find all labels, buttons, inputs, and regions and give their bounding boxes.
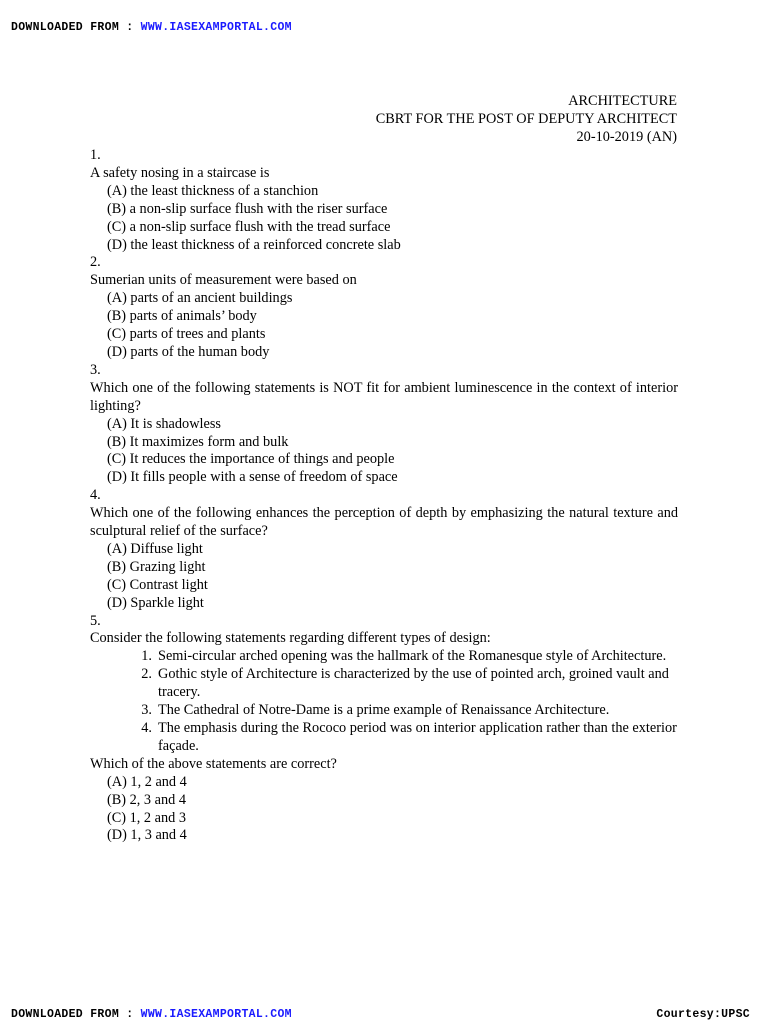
option-d: (D) the least thickness of a reinforced concrete slab (107, 236, 401, 253)
question-number: 5. (90, 612, 101, 629)
site-link[interactable]: WWW.IASEXAMPORTAL.COM (140, 21, 292, 34)
statement-item (90, 702, 678, 720)
option-a: (A) parts of an ancient buildings (107, 290, 293, 307)
option-c: (C) Contrast light (107, 576, 208, 593)
paper-exam: CBRT FOR THE POST OF DEPUTY ARCHITECT (375, 110, 677, 127)
statement-text: The emphasis during the Rococo period was on interior application rather than the exterior façade. (158, 720, 677, 754)
question-number: 3. (90, 361, 101, 378)
option-a: (A) the least thickness of a stanchion (107, 182, 319, 199)
paper-title-block (376, 93, 677, 147)
option-b: (B) 2, 3 and 4 (107, 791, 187, 808)
question-number: 4. (90, 487, 101, 504)
option-a: (A) Diffuse light (107, 540, 203, 557)
option-a: (A) 1, 2 and 4 (107, 773, 187, 790)
statement-item (90, 666, 678, 702)
statement-number: 4. (141, 720, 152, 736)
option-c: (C) parts of trees and plants (107, 326, 266, 343)
question-text: Which one of the following statements is NOT fit for ambient luminescence in the context of interior lighting? (90, 379, 678, 414)
question-4 (90, 487, 678, 612)
question-5 (90, 613, 678, 846)
question-ask: Which of the above statements are correct? (90, 755, 337, 772)
option-b: (B) parts of animals’ body (107, 308, 257, 325)
option-d: (D) parts of the human body (107, 343, 270, 360)
statement-item (90, 720, 678, 756)
question-number: 1. (90, 147, 101, 163)
statement-text: Semi-circular arched opening was the hallmark of the Romanesque style of Architecture. (158, 648, 667, 665)
option-d: (D) 1, 3 and 4 (107, 827, 187, 844)
site-link[interactable]: WWW.IASEXAMPORTAL.COM (140, 1008, 292, 1021)
statement-list (90, 648, 678, 755)
statement-text: Gothic style of Architecture is characterized by the use of pointed arch, groined vault and tracery. (158, 666, 669, 701)
question-text: Which one of the following enhances the perception of depth by emphasizing the natural texture and sculptural relief of the surface? (90, 505, 678, 540)
question-number: 2. (90, 254, 101, 271)
option-b: (B) It maximizes form and bulk (107, 433, 289, 450)
download-prefix: DOWNLOADED FROM : (11, 21, 141, 34)
question-text: Sumerian units of measurement were based on (90, 272, 357, 289)
question-1 (90, 147, 678, 254)
paper-date: 20-10-2019 (AN) (576, 128, 677, 145)
option-b: (B) a non-slip surface flush with the riser surface (107, 200, 388, 217)
option-b: (B) Grazing light (107, 558, 206, 575)
question-3 (90, 362, 678, 487)
option-a: (A) It is shadowless (107, 415, 221, 432)
question-list (90, 147, 678, 845)
question-2 (90, 254, 678, 361)
courtesy-label: Courtesy:UPSC (656, 1008, 750, 1021)
bottom-download-banner (11, 1006, 292, 1024)
paper-subject: ARCHITECTURE (568, 93, 677, 109)
statement-text: The Cathedral of Notre-Dame is a prime example of Renaissance Architecture. (158, 702, 610, 719)
option-d: (D) Sparkle light (107, 594, 204, 611)
statement-number: 1. (141, 648, 152, 665)
option-c: (C) a non-slip surface flush with the tread surface (107, 218, 391, 235)
statement-number: 2. (141, 666, 152, 683)
question-text: Consider the following statements regarding different types of design: (90, 630, 491, 647)
option-c: (C) It reduces the importance of things and people (107, 451, 395, 468)
download-prefix: DOWNLOADED FROM : (11, 1008, 141, 1021)
question-text: A safety nosing in a staircase is (90, 164, 270, 181)
option-d: (D) It fills people with a sense of freedom of space (107, 469, 398, 486)
statement-item (90, 648, 678, 666)
statement-number: 3. (141, 702, 152, 719)
option-c: (C) 1, 2 and 3 (107, 809, 187, 826)
top-download-banner (11, 19, 292, 37)
